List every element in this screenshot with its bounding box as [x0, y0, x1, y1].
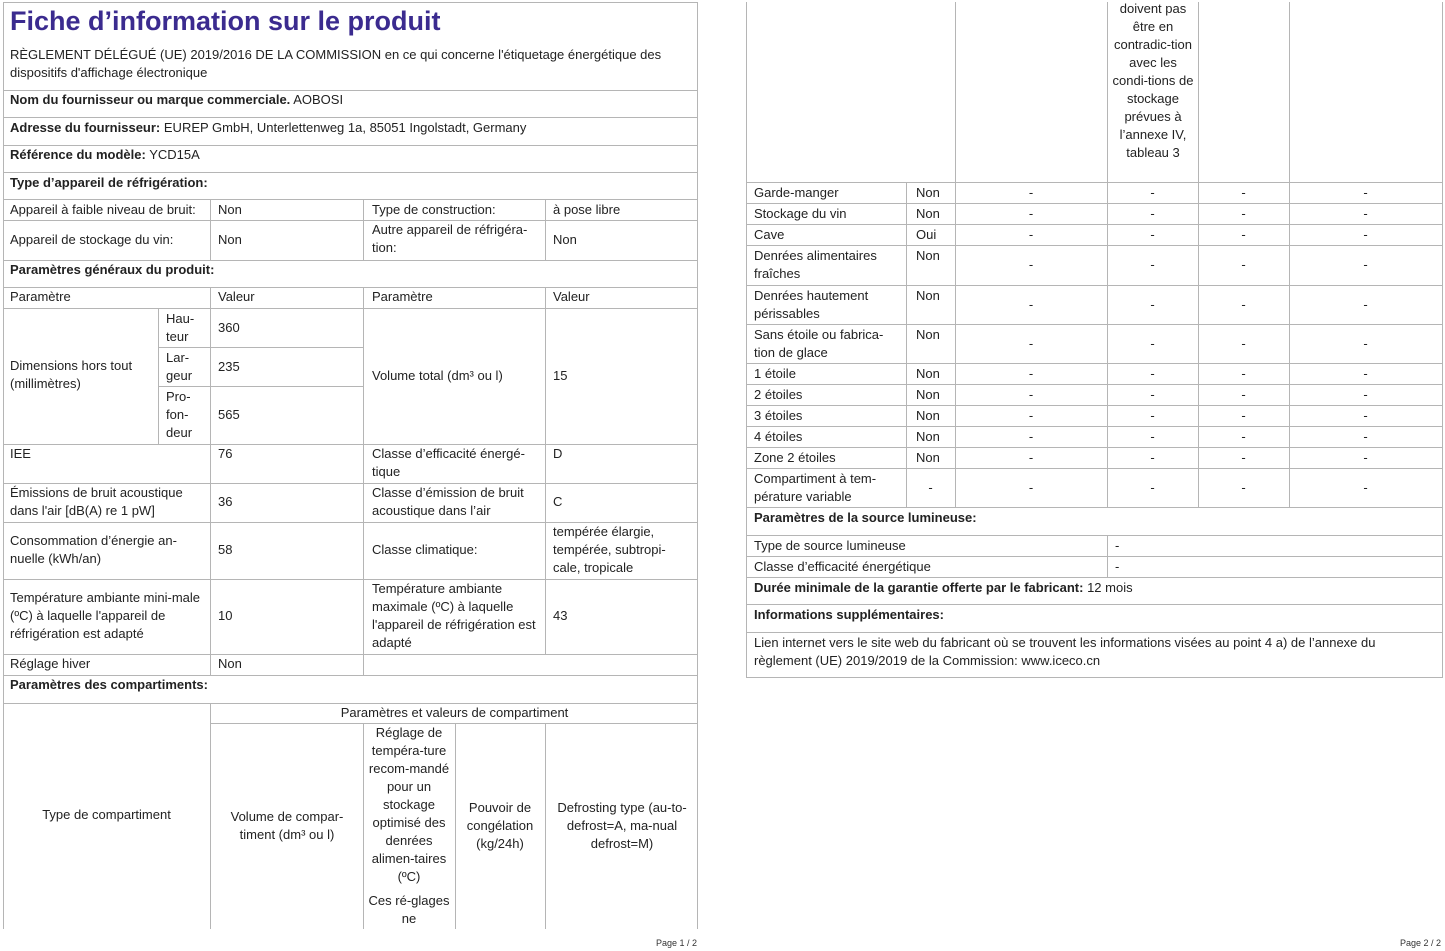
compartment-name: Cave	[754, 227, 785, 242]
energy-class-label: Classe d’efficacité énergé-tique	[372, 446, 525, 479]
supplier-row	[10, 91, 343, 109]
compartment-freeze: -	[1241, 227, 1246, 242]
warranty-value: 12 mois	[1087, 580, 1133, 595]
compartment-volume: -	[1028, 206, 1034, 221]
compartment-defrost: -	[1363, 185, 1368, 200]
compartment-volume: -	[1028, 297, 1034, 312]
col-param-2: Paramètre	[372, 289, 433, 304]
compartment-name: Stockage du vin	[754, 206, 847, 221]
compartment-present: Non	[916, 288, 940, 303]
compartment-present: -	[928, 480, 933, 495]
compartment-temp: -	[1150, 480, 1155, 495]
compartment-freeze: -	[1241, 297, 1246, 312]
compartment-volume: -	[1028, 480, 1034, 495]
compartment-defrost: -	[1363, 429, 1368, 444]
compartment-present: Non	[916, 450, 940, 465]
supplier-label: Nom du fournisseur ou marque commerciale.	[10, 92, 291, 107]
col-temp: Réglage de tempéra-ture recom-mandé pour un stockage optimisé des denrées alimen-taires (ºC)	[368, 725, 450, 884]
compartment-temp: -	[1150, 336, 1155, 351]
compartment-volume: -	[1028, 227, 1034, 242]
compartment-temp: -	[1150, 297, 1155, 312]
compartment-name: 2 étoiles	[754, 387, 803, 402]
winter-label: Réglage hiver	[10, 656, 91, 671]
link-text-block	[754, 634, 1436, 670]
compartment-defrost: -	[1363, 387, 1368, 402]
compartment-temp: -	[1150, 408, 1155, 423]
compartment-temp: -	[1150, 257, 1155, 272]
compartment-name: Sans étoile ou fabrica-tion de glace	[754, 327, 884, 360]
climate-label: Classe climatique:	[372, 542, 478, 557]
volume-value: 15	[553, 368, 568, 383]
other-label: Autre appareil de réfrigéra-tion:	[372, 222, 528, 255]
light-class-label: Classe d’efficacité énergétique	[754, 559, 931, 574]
min-temp-value: 10	[218, 608, 233, 623]
compartment-volume: -	[1028, 366, 1034, 381]
other-value: Non	[553, 232, 577, 247]
min-temp-label: Température ambiante mini-male (ºC) à laquelle l'appareil de réfrigération est adapté	[10, 590, 201, 641]
compartment-defrost: -	[1363, 206, 1368, 221]
warranty-row	[754, 579, 1133, 597]
page-2-footer: Page 2 / 2	[1400, 938, 1442, 948]
iee-label: IEE	[10, 446, 31, 461]
dims-label: Dimensions hors tout (millimètres)	[10, 358, 133, 391]
light-heading: Paramètres de la source lumineuse:	[754, 510, 977, 525]
low-noise-label: Appareil à faible niveau de bruit:	[10, 202, 196, 217]
compartment-defrost: -	[1363, 297, 1368, 312]
compartment-defrost: -	[1363, 450, 1368, 465]
height-value: 360	[218, 320, 240, 335]
info-heading: Informations supplémentaires:	[754, 607, 944, 622]
consumption-label: Consommation d’énergie an-nuelle (kWh/an)	[10, 533, 177, 566]
compartment-name: 3 étoiles	[754, 408, 803, 423]
noise-label: Émissions de bruit acoustique dans l'air [dB(A) re 1 pW]	[10, 485, 183, 518]
compartment-freeze: -	[1241, 366, 1246, 381]
compartment-freeze: -	[1241, 429, 1246, 444]
compartment-freeze: -	[1241, 336, 1246, 351]
depth-value: 565	[218, 407, 240, 422]
appliance-type-heading: Type d’appareil de réfrigération:	[10, 175, 208, 190]
col-type: Type de compartiment	[42, 807, 171, 822]
col-temp-continued: doivent pas être en contradic-tion avec les condi-tions de stockage prévues à l’annexe IV, tableau 3	[1112, 1, 1194, 160]
warranty-label: Durée minimale de la garantie offerte par le fabricant:	[754, 580, 1084, 595]
compartment-name: Denrées alimentaires fraîches	[754, 248, 877, 281]
model-row	[10, 146, 200, 164]
compartment-freeze: -	[1241, 387, 1246, 402]
compartment-present: Non	[916, 248, 940, 263]
col-defrost: Defrosting type (au-to-defrost=A, ma-nual defrost=M)	[557, 800, 687, 851]
compartment-defrost: -	[1363, 227, 1368, 242]
compartment-temp: -	[1150, 450, 1155, 465]
max-temp-value: 43	[553, 608, 568, 623]
compartment-name: Compartiment à tem-pérature variable	[754, 471, 877, 504]
compartment-present: Non	[916, 408, 940, 423]
compartment-volume: -	[1028, 450, 1034, 465]
compartments-heading: Paramètres des compartiments:	[10, 677, 208, 692]
compartment-temp: -	[1150, 227, 1155, 242]
noise-value: 36	[218, 494, 233, 509]
model-value: YCD15A	[149, 147, 200, 162]
compartment-freeze: -	[1241, 206, 1246, 221]
col-volume: Volume de compar-timent (dm³ ou l)	[230, 809, 344, 842]
compartment-name: Garde-manger	[754, 185, 839, 200]
compartment-volume: -	[1028, 336, 1034, 351]
consumption-value: 58	[218, 542, 233, 557]
wine-value: Non	[218, 232, 242, 247]
noise-class-label: Classe d’émission de bruit acoustique dans l’air	[372, 485, 524, 518]
model-label: Référence du modèle:	[10, 147, 146, 162]
compartment-params-header: Paramètres et valeurs de compartiment	[340, 705, 569, 720]
compartment-freeze: -	[1241, 408, 1246, 423]
compartment-present: Non	[916, 206, 940, 221]
light-class-value: -	[1115, 559, 1120, 574]
compartment-volume: -	[1028, 429, 1034, 444]
compartment-freeze: -	[1241, 450, 1246, 465]
width-value: 235	[218, 359, 240, 374]
compartment-temp: -	[1150, 366, 1155, 381]
light-type-label: Type de source lumineuse	[754, 538, 906, 553]
compartment-volume: -	[1028, 257, 1034, 272]
winter-value: Non	[218, 656, 242, 671]
compartment-present: Non	[916, 429, 940, 444]
page-title: Fiche d’information sur le produit	[10, 6, 441, 36]
col-freeze: Pouvoir de congélation (kg/24h)	[466, 800, 534, 851]
light-type-value: -	[1115, 538, 1120, 553]
compartment-name: 4 étoiles	[754, 429, 803, 444]
volume-label: Volume total (dm³ ou l)	[372, 368, 503, 383]
address-value: EUREP GmbH, Unterlettenweg 1a, 85051 Ingolstadt, Germany	[163, 120, 527, 135]
climate-value: tempérée élargie, tempérée, subtropi-cale, tropicale	[553, 524, 666, 575]
compartment-temp: -	[1150, 429, 1155, 444]
compartment-volume: -	[1028, 408, 1034, 423]
compartment-name: 1 étoile	[754, 366, 796, 381]
compartment-name: Denrées hautement périssables	[754, 288, 869, 321]
compartment-volume: -	[1028, 387, 1034, 402]
energy-class-value: D	[553, 446, 563, 461]
compartment-temp: -	[1150, 206, 1155, 221]
col-value-2: Valeur	[553, 289, 590, 304]
compartment-temp: -	[1150, 185, 1155, 200]
compartment-present: Non	[916, 387, 940, 402]
compartment-freeze: -	[1241, 257, 1246, 272]
compartment-present: Non	[916, 185, 940, 200]
compartment-present: Non	[916, 327, 940, 342]
compartment-freeze: -	[1241, 480, 1246, 495]
compartment-present: Oui	[916, 227, 937, 242]
col-value: Valeur	[218, 289, 255, 304]
compartment-defrost: -	[1363, 257, 1368, 272]
supplier-value: AOBOSI	[293, 92, 344, 107]
regulation-text: RÈGLEMENT DÉLÉGUÉ (UE) 2019/2016 DE LA COMMISSION en ce qui concerne l'étiquetage énergétique des dispositifs d'affichage électronique	[10, 47, 662, 80]
width-label: Lar-geur	[166, 350, 193, 383]
construction-value: à pose libre	[553, 202, 621, 217]
height-label: Hau-teur	[166, 311, 195, 344]
compartment-defrost: -	[1363, 480, 1368, 495]
compartment-present: Non	[916, 366, 940, 381]
compartment-freeze: -	[1241, 185, 1246, 200]
col-temp-cont: Ces ré-glages ne	[368, 893, 450, 926]
compartment-defrost: -	[1363, 408, 1368, 423]
construction-label: Type de construction:	[372, 202, 496, 217]
link-description: Lien internet vers le site web du fabricant où se trouvent les informations visées au point 4 a) de l’annexe du règlement (UE) 2019/2019 de la Commission:	[754, 635, 1376, 668]
max-temp-label: Température ambiante maximale (ºC) à laquelle l'appareil de réfrigération est adapté	[372, 581, 536, 650]
compartment-temp: -	[1150, 387, 1155, 402]
compartment-defrost: -	[1363, 336, 1368, 351]
general-heading: Paramètres généraux du produit:	[10, 262, 215, 277]
address-label: Adresse du fournisseur:	[10, 120, 161, 135]
wine-label: Appareil de stockage du vin:	[10, 232, 174, 247]
low-noise-value: Non	[218, 202, 242, 217]
address-row	[10, 119, 526, 137]
page-1-footer: Page 1 / 2	[656, 938, 698, 948]
col-param: Paramètre	[10, 289, 71, 304]
compartment-name: Zone 2 étoiles	[754, 450, 836, 465]
compartment-defrost: -	[1363, 366, 1368, 381]
compartment-volume: -	[1028, 185, 1034, 200]
manufacturer-link[interactable]: www.iceco.cn	[1021, 653, 1101, 668]
noise-class-value: C	[553, 494, 563, 509]
depth-label: Pro-fon-deur	[166, 389, 193, 440]
iee-value: 76	[218, 446, 233, 461]
